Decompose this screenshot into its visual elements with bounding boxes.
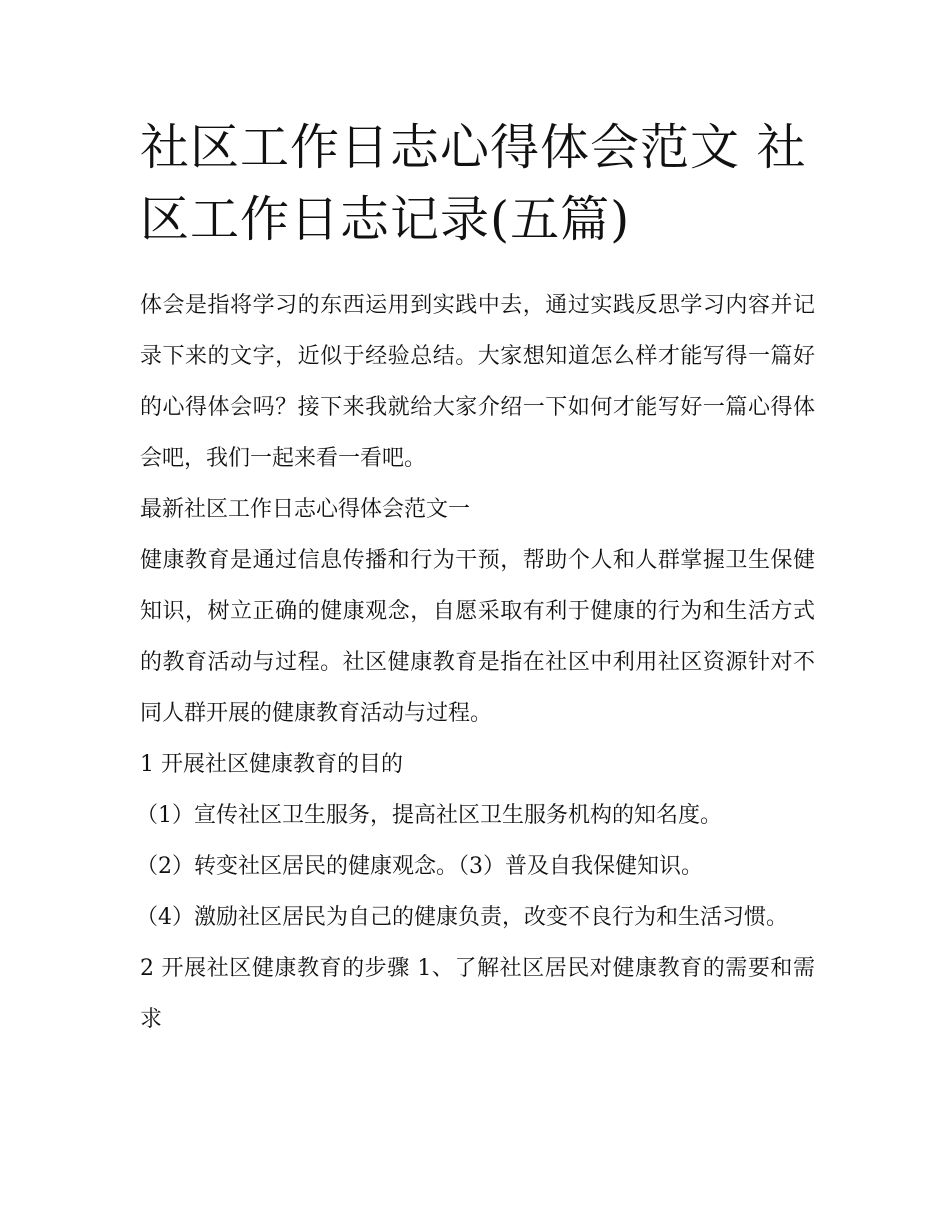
list-item: （4）激励社区居民为自己的健康负责，改变不良行为和生活习惯。 xyxy=(136,905,788,930)
subsection-heading: 2 开展社区健康教育的步骤 1、了解社区居民对健康教育的需要和需求 xyxy=(140,956,815,1032)
subsection-heading: 1 开展社区健康教育的目的 xyxy=(140,752,403,777)
list-item: （1）宣传社区卫生服务，提高社区卫生服务机构的知名度。 xyxy=(136,803,722,828)
document-title: 社区工作日志心得体会范文 社区工作日志记录(五篇) xyxy=(140,119,807,248)
body-paragraph: 健康教育是通过信息传播和行为干预，帮助个人和人群掌握卫生保健知识，树立正确的健康观念，自愿采取有利于健康的行为和生活方式的教育活动与过程。社区健康教育是指在社区中利用社区资源针对不同人群开展的健康教育活动与过程。 xyxy=(140,548,815,726)
intro-paragraph: 体会是指将学习的东西运用到实践中去，通过实践反思学习内容并记录下来的文字，近似于经验总结。大家想知道怎么样才能写得一篇好的心得体会吗？接下来我就给大家介绍一下如何才能写好一篇心得体会吧，我们一起来看一看吧。 xyxy=(140,293,815,471)
section-heading: 最新社区工作日志心得体会范文一 xyxy=(140,497,471,522)
document-body xyxy=(136,280,815,1045)
list-item: （2）转变社区居民的健康观念。（3）普及自我保健知识。 xyxy=(136,854,703,879)
